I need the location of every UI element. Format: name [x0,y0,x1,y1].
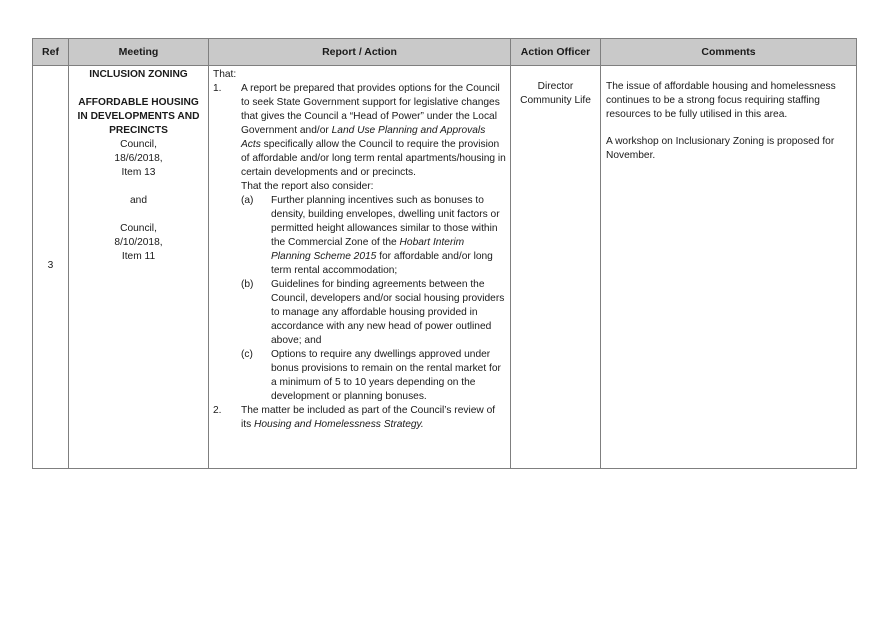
report-item-1-number: 1. [213,83,222,94]
comments-cell [601,66,857,469]
report-item-1-text-a: A report be prepared that provides options for the Council to seek State Government support for legislative changes that gives the Council a “Head of Power” under the Local Government and/or [241,83,500,136]
header-comments: Comments [601,39,857,66]
report-intro: That: [213,69,237,80]
header-action-officer: Action Officer [511,39,601,66]
report-sub-item-b-text: Guidelines for binding agreements between the Council, developers and/or social housing providers to manage any affordable housing provided in accordance with any new head of power outlined above; and [271,279,505,346]
report-sub-item-c-label: (c) [241,349,253,360]
header-report-action: Report / Action [209,39,511,66]
meeting-cell [69,66,209,469]
report-also-consider [213,180,506,404]
report-cell [209,66,511,469]
meeting-date-1: 18/6/2018, [114,153,163,164]
meeting-council-2: Council, [120,223,157,234]
report-item-2-strategy-name: Housing and Homelessness Strategy. [254,419,424,430]
report-item-1-act-name: Land Use Planning and Approvals Acts [241,125,486,150]
officer-line-2: Community Life [520,95,591,106]
report-item-1-text-b: specifically allow the Council to require the provision of affordable and/or long term rental apartments/housing in certain developments and or precincts. [241,139,506,178]
meeting-item-2: Item 11 [121,251,156,262]
report-item-2 [213,404,506,432]
meeting-council-1: Council, [120,139,157,150]
report-item-2-text [241,404,506,432]
report-sub-item-a-text [271,194,506,278]
report-item-1 [213,82,506,180]
report-item-2-text-a: The matter be included as part of the Council’s review of its [241,405,496,430]
report-item-2-number: 2. [213,405,222,416]
meeting-date-2: 8/10/2018, [114,237,163,248]
meeting-title-inclusion-zoning: INCLUSION ZONING [89,69,188,80]
report-sub-item-c [241,348,506,404]
action-table [32,38,857,469]
header-row [33,39,857,66]
table-row [33,66,857,469]
report-sub-item-a-label: (a) [241,195,254,206]
action-officer-cell [511,66,601,469]
report-sub-item-b [241,278,506,348]
meeting-item-1: Item 13 [121,167,156,178]
comment-paragraph-1: The issue of affordable housing and homelessness continues to be a strong focus requiring staffing resources to be fully utilised in this area. [606,81,836,120]
report-sub-item-a [241,194,506,278]
report-sub-item-a-text-b: for affordable and/or long term rental accommodation; [271,251,493,276]
report-sub-item-a-scheme-name: Hobart Interim Planning Scheme 2015 [271,237,465,262]
report-sub-item-b-label: (b) [241,279,254,290]
meeting-and: and [130,195,147,206]
meeting-title-affordable-housing: AFFORDABLE HOUSING IN DEVELOPMENTS AND PRECINCTS [77,97,200,136]
comment-paragraph-2: A workshop on Inclusionary Zoning is proposed for November. [606,136,835,161]
report-item-1-text [241,82,506,180]
report-sub-item-a-text-a: Further planning incentives such as bonuses to density, building envelopes, dwelling unit factors or permitted height allowances similar to those within the Commercial Zone of the [271,195,500,248]
officer-line-1: Director [537,81,574,92]
ref-cell: 3 [33,66,69,469]
report-also-consider-text: That the report also consider: [241,181,374,192]
report-sub-item-c-text: Options to require any dwellings approved under bonus provisions to remain on the rental market for a minimum of 5 to 10 years depending on the development or planning bonuses. [271,349,501,402]
header-ref: Ref [33,39,69,66]
header-meeting: Meeting [69,39,209,66]
